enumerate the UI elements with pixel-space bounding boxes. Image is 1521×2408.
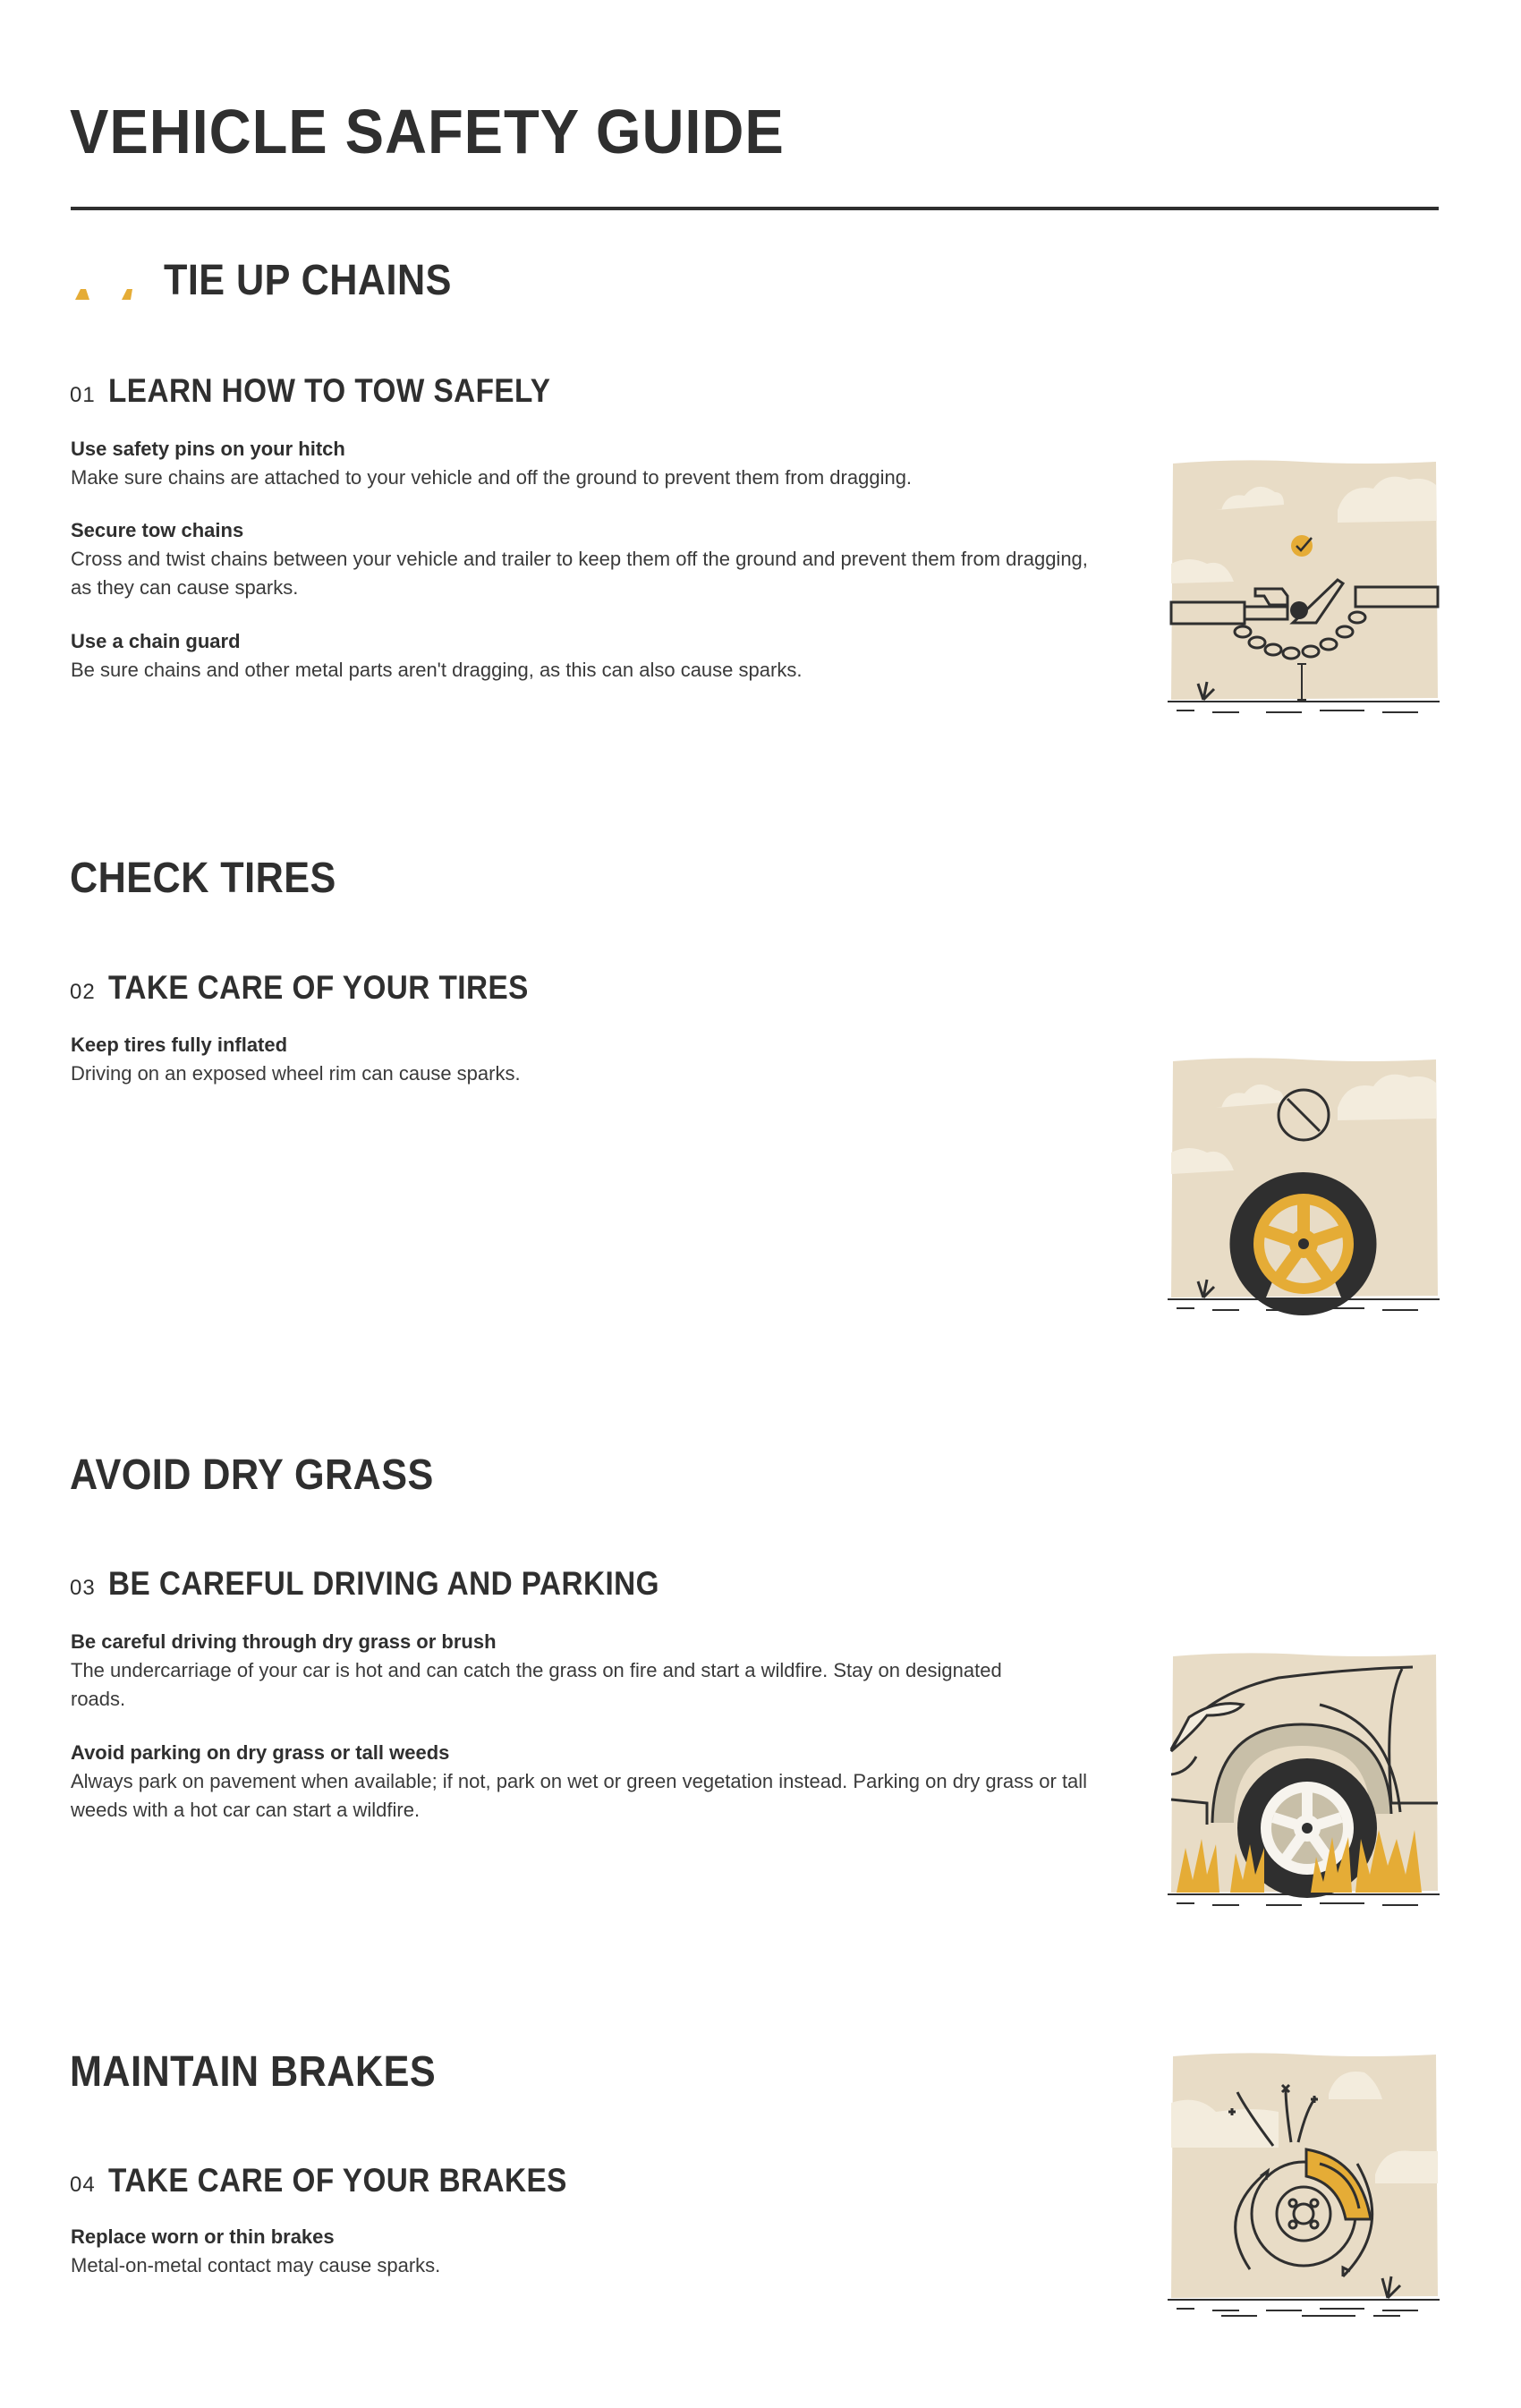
tip-body: Metal-on-metal contact may cause sparks. xyxy=(71,2254,441,2276)
tip-heading: Avoid parking on dry grass or tall weeds xyxy=(71,1741,450,1764)
tip-heading: Secure tow chains xyxy=(71,519,244,541)
subsection-heading xyxy=(70,2164,618,2197)
tip-item xyxy=(71,1628,1126,1714)
tip-item xyxy=(71,516,1100,602)
subsection-heading xyxy=(70,374,599,407)
page-title: VEHICLE SAFETY GUIDE xyxy=(70,97,785,166)
subsection-title: LEARN HOW TO TOW SAFELY xyxy=(107,372,551,409)
tip-body: Make sure chains are attached to your vehicle and off the ground to prevent them from dragging. xyxy=(71,466,913,489)
step-number: 03 xyxy=(70,1576,96,1600)
subsection-title: BE CAREFUL DRIVING AND PARKING xyxy=(107,1565,659,1602)
section-title: CHECK TIRES xyxy=(70,855,336,902)
trailer-hitch-chains-icon xyxy=(1168,456,1440,718)
tip-heading: Keep tires fully inflated xyxy=(71,1034,288,1056)
tip-item xyxy=(71,627,1100,685)
tip-item xyxy=(71,2223,1100,2280)
tip-body: Cross and twist chains between your vehicle and trailer to keep them off the ground and prevent them from dragging, as they can cause sparks. xyxy=(71,548,1088,599)
tip-body: Driving on an exposed wheel rim can cause sparks. xyxy=(71,1062,521,1085)
section-title: TIE UP CHAINS xyxy=(164,257,452,304)
tip-heading: Use a chain guard xyxy=(71,630,241,652)
title-divider xyxy=(71,207,1439,210)
section-title: AVOID DRY GRASS xyxy=(70,1451,434,1499)
tip-item xyxy=(71,1031,1100,1088)
subsection-title: TAKE CARE OF YOUR TIRES xyxy=(107,969,529,1006)
subsection-heading xyxy=(70,971,575,1004)
flat-tire-icon xyxy=(1168,1054,1440,1315)
tip-heading: Replace worn or thin brakes xyxy=(71,2225,335,2248)
tip-body: Be sure chains and other metal parts aren't dragging, as this can also cause sparks. xyxy=(71,659,803,681)
step-number: 01 xyxy=(70,383,96,407)
car-in-dry-grass-icon xyxy=(1168,1649,1440,1910)
step-number: 04 xyxy=(70,2173,96,2197)
tip-heading: Use safety pins on your hitch xyxy=(71,438,345,460)
section-title: MAINTAIN BRAKES xyxy=(70,2048,437,2096)
tip-item xyxy=(71,435,1100,492)
subsection-heading xyxy=(70,1567,720,1600)
step-number: 02 xyxy=(70,980,96,1004)
tip-heading: Be careful driving through dry grass or brush xyxy=(71,1630,497,1653)
brake-rotor-sparks-icon xyxy=(1168,2049,1440,2318)
tip-body: Always park on pavement when available; if not, park on wet or green vegetation instead. Parking on dry grass or tall weeds with a hot car can start a wildfire. xyxy=(71,1770,1088,1821)
subsection-title: TAKE CARE OF YOUR BRAKES xyxy=(107,2162,567,2199)
tip-body: The undercarriage of your car is hot and can catch the grass on fire and start a wildfire. Stay on designated roads. xyxy=(71,1659,1002,1710)
accent-mark-icon xyxy=(75,289,143,300)
tip-item xyxy=(71,1739,1126,1825)
